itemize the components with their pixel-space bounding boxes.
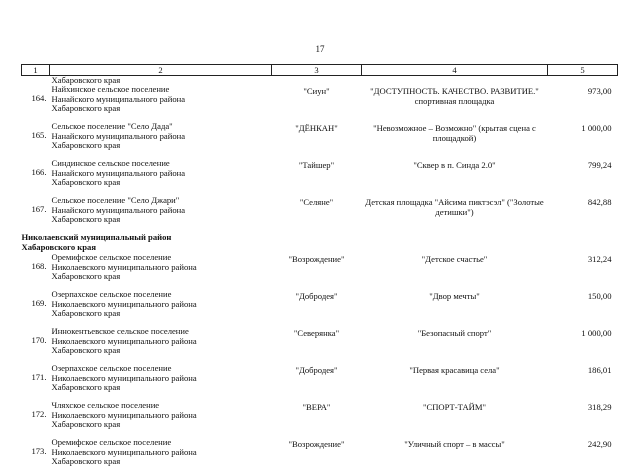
project-title: "Уличный спорт – в массы" xyxy=(404,439,505,450)
initiative-group: "Сиун" xyxy=(303,86,330,97)
project-title: "СПОРТ-ТАЙМ" xyxy=(422,402,487,413)
grants-table xyxy=(21,64,618,475)
row-number: 167. xyxy=(31,204,47,215)
table-row xyxy=(22,290,618,327)
grant-amount: 312,24 xyxy=(587,254,612,265)
district-heading: Николаевский муниципальный район Хабаровского края xyxy=(21,232,172,252)
table-header xyxy=(22,65,618,76)
column-header-2: 2 xyxy=(50,65,272,76)
table-row xyxy=(22,327,618,364)
project-title: "Первая красавица села" xyxy=(409,365,500,376)
settlement-name: Синдинское сельское поселение Нанайского муниципального района Хабаровского края xyxy=(51,158,186,188)
grant-amount: 1 000,00 xyxy=(581,328,612,339)
table-row xyxy=(22,438,618,475)
row-number: 170. xyxy=(31,335,47,346)
grant-amount: 973,00 xyxy=(587,86,612,97)
project-title: "Безопасный спорт" xyxy=(417,328,492,339)
page-number: 17 xyxy=(315,44,325,54)
continuation-text: Хабаровского края xyxy=(51,75,121,85)
grant-amount: 242,90 xyxy=(587,439,612,450)
column-header-5: 5 xyxy=(548,65,618,76)
row-number: 168. xyxy=(31,261,47,272)
row-number: 171. xyxy=(31,372,47,383)
grant-amount: 318,29 xyxy=(587,402,612,413)
initiative-group: "Селяне" xyxy=(299,197,334,208)
project-title: "Детское счастье" xyxy=(421,254,488,265)
settlement-name: Найхинское сельское поселение Нанайского муниципального района Хабаровского края xyxy=(51,84,186,114)
initiative-group: "Добродея" xyxy=(295,291,338,302)
row-number: 173. xyxy=(31,446,47,457)
initiative-group: "ДЁНКАН" xyxy=(295,123,338,134)
row-number: 172. xyxy=(31,409,47,420)
project-title: "Двор мечты" xyxy=(429,291,480,302)
row-number: 166. xyxy=(31,167,47,178)
grant-amount: 842,88 xyxy=(587,197,612,208)
project-title: "Невозможное – Возможно" (крытая сцена с площадкой) xyxy=(373,123,536,143)
settlement-name: Озерпахское сельское поселение Николаевского муниципального района Хабаровского края xyxy=(51,289,197,319)
table-row xyxy=(22,364,618,401)
column-header-4: 4 xyxy=(362,65,548,76)
table-header-row xyxy=(22,65,618,76)
column-header-1: 1 xyxy=(22,65,50,76)
initiative-group: "Добродея" xyxy=(295,365,338,376)
project-title: "ДОСТУПНОСТЬ. КАЧЕСТВО. РАЗВИТИЕ." спортивная площадка xyxy=(370,86,539,106)
project-title: "Сквер в п. Синда 2.0" xyxy=(413,160,496,171)
table-row xyxy=(22,85,618,122)
settlement-name: Сельское поселение "Село Джари" Нанайского муниципального района Хабаровского края xyxy=(51,195,186,225)
district-heading-row xyxy=(22,233,618,253)
settlement-name: Озерпахское сельское поселение Николаевского муниципального района Хабаровского края xyxy=(51,363,197,393)
settlement-name: Чляхское сельское поселение Николаевского муниципального района Хабаровского края xyxy=(51,400,197,430)
grant-amount: 799,24 xyxy=(587,160,612,171)
table-row xyxy=(22,122,618,159)
table-row xyxy=(22,401,618,438)
grant-amount: 150,00 xyxy=(587,291,612,302)
initiative-group: "Возрождение" xyxy=(288,439,345,450)
row-number: 164. xyxy=(31,93,47,104)
table-row xyxy=(22,196,618,233)
settlement-name: Оремифское сельское поселение Николаевского муниципального района Хабаровского края xyxy=(51,437,197,467)
grant-amount: 186,01 xyxy=(587,365,612,376)
settlement-name: Оремифское сельское поселение Николаевского муниципального района Хабаровского края xyxy=(51,252,197,282)
table-row xyxy=(22,253,618,290)
initiative-group: "Тайшер" xyxy=(298,160,335,171)
project-title: Детская площадка "Айсима пиктэсэл" ("Золотые детишки") xyxy=(365,197,544,217)
table-row xyxy=(22,159,618,196)
initiative-group: "Возрождение" xyxy=(288,254,345,265)
row-number: 169. xyxy=(31,298,47,309)
column-header-3: 3 xyxy=(272,65,362,76)
row-number: 165. xyxy=(31,130,47,141)
settlement-name: Иннокентьевское сельское поселение Николаевского муниципального района Хабаровского края xyxy=(51,326,197,356)
settlement-name: Сельское поселение "Село Дада" Нанайского муниципального района Хабаровского края xyxy=(51,121,186,151)
initiative-group: "Северянка" xyxy=(293,328,340,339)
initiative-group: "ВЕРА" xyxy=(302,402,331,413)
grant-amount: 1 000,00 xyxy=(581,123,612,134)
